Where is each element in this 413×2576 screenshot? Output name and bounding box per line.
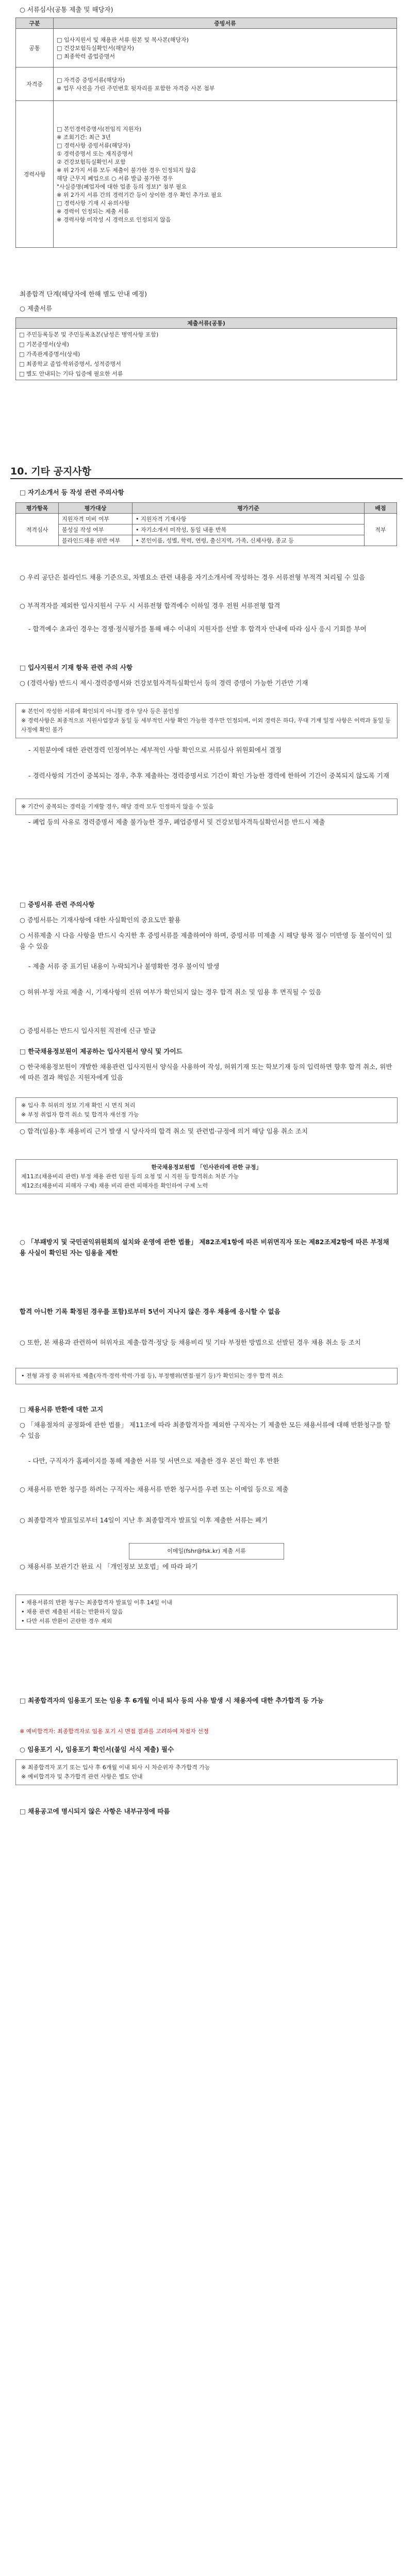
final-check-line: 최종합격 단계(해당자에 한해 별도 안내 예정) [20,290,147,298]
paragraph: ○ 한국채용정보원이 개발한 채용관련 입사지원서 양식을 사용하여 작성, 허위기재 또는 학보기재 등의 입력하면 향후 합격 취소, 위반에 따른 결과 책임은 지원자에게 있음 [20,1063,392,1081]
table-cell: □ 자격증 증빙서류(해당자) [57,77,125,83]
table-header: 배점 [365,503,397,514]
table-cell: • 지원자격 기재사항 [133,514,365,524]
paragraph: - 폐업 등의 사유로 경력증명서 제출 불가능한 경우, 폐업증명서 및 건강보험자격득실확인서를 반드시 제출 [28,818,325,826]
paragraph: ○ 또한, 본 채용과 관련하여 허위자료 제출·합격·정당 등 채용비리 및 기타 부정한 방법으로 선발된 경우 채용 취소 등 조치 [20,1338,361,1346]
note-line: ※ 경력사항은 최종적으로 지원사업장과 동일 등 세부적인 사항 확인 가능한 경우만 인정되며, 이외 경력은 하다, 무대 기재 일정 사항은 이력과 동일 등 사정에 확인 불가 [21,717,391,733]
paragraph: ○ 허위·부정 자료 제출 시, 기재사항의 진위 여부가 확인되지 않는 경우 합격 취소 및 임용 후 면직될 수 있음 [20,988,322,996]
note-box [15,1595,398,1630]
table-header: 구분 [16,18,54,29]
doc-table-1 [15,18,397,248]
note-line: • 다만 서류 반환이 곤란한 경우 제외 [21,1618,112,1624]
paragraph: ○ 임용포기 시, 임용포기 확인서(붙임 서식 제출) 필수 [20,1745,174,1753]
paragraph: - 제출 서류 중 표기된 내용이 누락되거나 불명확한 경우 불이익 발생 [28,962,220,970]
table-cell: □ 경력사항 증빙서류(해당자) [57,142,130,149]
paragraph: ○ 서류제출 시 다음 사항을 반드시 숙지한 후 증빙서류를 제출하여야 하며, 증빙서류 미제출 시 해당 항목 점수 미반영 등 불이익이 있을 수 있음 [20,931,392,950]
paragraph: ○ 「채용절차의 공정화에 관한 법률」 제11조에 따라 최종합격자를 제외한 구직자는 기 제출한 모든 채용서류에 대해 반환청구를 할 수 있음 [20,1421,391,1439]
table-cell: "사실증명(폐업자에 대한 업종 등의 정보)" 첨부 필요 [57,183,187,190]
note-line: ※ 입사 후 허위의 정보 기재 확인 시 면직 처리 [21,1102,136,1109]
table-cell: 적부 [365,514,397,546]
table-cell: 경력사항 [16,101,54,248]
regulation-title: 한국채용정보원법 「인사관리에 관한 규정」 [151,1164,262,1171]
paragraph: - 지원분야에 대한 관련경력 인정여부는 세부적인 사항 확인으로 서류심사 위원회에서 결정 [28,746,282,754]
note-line: ※ 예비합격자 및 추가합격 관련 사항은 별도 안내 [21,1773,143,1780]
table-cell: 공통 [16,29,54,67]
table-header: 증빙서류 [54,18,397,29]
red-note: ※ 예비합격자: 최종합격자로 임용 포기 시 면접 결과를 고려하여 차점자 선정 [20,1728,209,1735]
paragraph: - 다만, 구직자가 홈페이지를 통해 제출한 서류 및 서면으로 제출한 경우 본인 확인 후 반환 [28,1457,279,1465]
paragraph: 합격 아니한 기록 확정된 경우를 포함)로부터 5년이 지나지 않은 경우 채용에 응시할 수 없음 [20,1308,280,1315]
table-cell: ※ 위 2가지 서류 모두 제출이 불가한 경우 인정되지 않음 [57,167,196,174]
table-cell: □ 본인경력증명서(전임직 지원자) [57,126,142,132]
doc-table-2 [15,317,397,380]
table-cell: 블라인드채용 위반 여부 [59,535,133,546]
table-cell: □ 주민등록등본 및 주민등록초본(남성은 병역사항 포함) [19,331,159,338]
table-cell: □ 최종학력 졸업증명서 [57,53,115,60]
note-line: ※ 부정 취업자 합격 취소 및 합격자 재선정 가능 [21,1111,139,1118]
table-cell: 불성실 작성 여부 [59,524,133,535]
paragraph: - 합격예수 초과인 경우는 경쟁·정식평가를 통해 배수 이내의 지원자를 선발 후 합격자 안내에 따라 심사 응시 기회를 부여 [28,625,367,633]
submit-docs-label: ○ 제출서류 [20,303,393,314]
paragraph: ○ 증빙서류는 기재사항에 대한 사실확인의 중요도만 활용 [20,916,181,924]
table-cell: □ 입사지원서 및 채용관 서류 원본 및 복사본(해당자) [57,37,189,43]
section-divider [10,478,403,479]
table-cell: ※ 업무 사진을 가린 주민번호 뒷자리를 포함한 자격증 사본 첨부 [57,85,215,92]
paragraph: ○ 우리 공단은 블라인드 채용 기준으로, 차별요소 관련 내용을 자기소개서에 작성하는 경우 서류전형 부적격 처리될 수 있음 [20,573,366,581]
subsection-heading: □ 증빙서류 관련 주의사항 [20,901,95,908]
note-line: ※ 본인이 작성한 서류에 확인되지 아니할 경우 당사 등은 불인정 [21,708,179,715]
table-cell: ② 건강보험득실확인서 포함 [57,159,126,165]
table-header: 평가대상 [59,503,133,514]
subsection-heading: □ 한국채용정보원이 제공하는 입사지원서 양식 및 가이드 [20,1047,183,1055]
table-cell: ① 경력증명서 또는 재직증명서 [57,150,133,157]
note-box [15,799,398,815]
table-cell: □ 건강보험득실확인서(해당자) [57,45,134,52]
paragraph: ○ 「부패방지 및 국민권익위원회의 설치와 운영에 관한 법률」 제82조제1항에 따른 비위면직자 또는 제82조제2항에 따른 부정채용 사실이 확인된 자는 임용을 제한 [20,1238,389,1257]
regulation-line: 제11조(채용비리 관련) 부정 채용 관련 임원 등의 요청 및 시 직원 등 합격취소 처분 가능 [21,1173,239,1180]
table-cell: • 자기소개서 미작성, 동일 내용 반복 [133,524,365,535]
regulation-line: 제12조(채용비리 피해자 구제) 채용 비리 관련 피해자를 확인하여 구제 노력 [21,1182,208,1189]
table-cell: ※ 조회기간: 최근 3년 [57,134,111,141]
email-box: 이메일(fshr@fsk.kr) 제출 서류 [129,1543,284,1560]
paragraph: ○ 부적격자를 제외한 입사지원서 구두 시 서류전형 합격예수 이하일 경우 전원 서류전형 합격 [20,602,280,609]
table-cell: • 본인이름, 성별, 학력, 연령, 출신지역, 가족, 신체사항, 종교 등 [133,535,365,546]
table-cell: □ 별도 안내되는 기타 입증에 필요한 서류 [19,370,123,377]
table-cell: ※ 경력사항 미작성 시 경력으로 인정되지 않음 [57,216,171,223]
table-cell: □ 최종학교 졸업·학위증명서, 성적증명서 [19,361,121,367]
note-box [15,1097,398,1123]
table-cell: 지원자격 미비 여부 [59,514,133,524]
table-cell: ※ 경력이 인정되는 제출 서류 [57,208,129,215]
note-line: ※ 최종합격자 포기 또는 입사 후 6개월 이내 퇴사 시 차순위자 추가합격 가능 [21,1764,210,1771]
note-line: • 전형 과정 중 허위자료 제출(자격·경력·학력·가점 등), 부정행위(면접·필기 등)가 확인되는 경우 합격 취소 [21,1372,284,1379]
table-cell: □ 기본증명서(상세) [19,341,69,348]
note-box [15,703,398,738]
table-header: 제출서류(공통) [16,318,397,329]
table-cell: 적격심사 [16,514,59,546]
note-line: ※ 기간이 중복되는 경력을 기재할 경우, 해당 경력 모두 인정하지 않을 수 있음 [21,803,214,810]
table-cell: 해당 근무지 폐업으로 ○ 서류 발급 불가한 경우 [57,175,173,182]
table-cell: □ 경력사항 기재 시 유의사항 [57,200,130,207]
subsection-heading: □ 자기소개서 등 작성 관련 주의사항 [20,488,124,496]
table-cell: 자격증 [16,67,54,101]
note-line: • 채용 관련 제출된 서류는 반환하지 않음 [21,1608,123,1615]
paragraph: ○ 채용서류 보관기간 완료 시 「개인정보 보호법」에 따라 파기 [20,1563,198,1570]
subsection-heading: □ 입사지원서 기재 항목 관련 주의 사항 [20,664,133,671]
table-cell: ※ 위 2가지 서류 간의 경력기간 등이 상이한 경우 확인 추가로 필요 [57,192,222,198]
paragraph: - 경력사항의 기간이 중복되는 경우, 추후 제출하는 경력증명서로 기간이 확인 가능한 경력에 한하여 기간이 중복되지 않도록 기재 [28,772,389,779]
note-box [15,1759,398,1785]
paragraph: ○ 합격(임용)·후 채용비리 근거 발생 시 당사자의 합격 취소 및 관련법·규정에 의거 해당 임용 취소 조치 [20,1127,308,1135]
paragraph: ○ 최종합격자 발표일로부터 14일이 지난 후 최종합격자 발표일 이후 제출한 서류는 폐기 [20,1516,268,1524]
table-header: 평가항목 [16,503,59,514]
subsection-heading: □ 채용서류 반환에 대한 고지 [20,1405,104,1413]
note-line: • 채용서류의 반환 청구는 최종합격자 발표일 이후 14일 이내 [21,1599,172,1606]
section-title: 10. 기타 공지사항 [10,466,92,477]
paragraph: ○ 증빙서류는 반드시 입사지원 직전에 신규 발급 [20,1027,156,1035]
paragraph: □ 채용공고에 명시되지 않은 사항은 내부규정에 따름 [20,1807,170,1815]
paragraph: ○ (경력사항) 반드시 제시·경력증명서와 건강보험자격득실확인서 등의 경력 증명이 가능한 기관만 기재 [20,679,308,687]
regulation-box [15,1159,398,1194]
table-cell: □ 가족관계증명서(상세) [19,351,80,358]
top-item: ○ 서류심사(공통 제출 및 해당자) [20,4,393,15]
table-header: 평가기준 [133,503,365,514]
eval-table [15,502,397,546]
note-box [15,1368,398,1384]
paragraph: ○ 채용서류 반환 청구를 하려는 구직자는 채용서류 반환 청구서를 우편 또는 이메일 등으로 제출 [20,1485,289,1493]
paragraph: □ 최종합격자의 임용포기 또는 임용 후 6개월 이내 퇴사 등의 사유 발생 시 채용자에 대한 추가합격 등 가능 [20,1697,324,1704]
